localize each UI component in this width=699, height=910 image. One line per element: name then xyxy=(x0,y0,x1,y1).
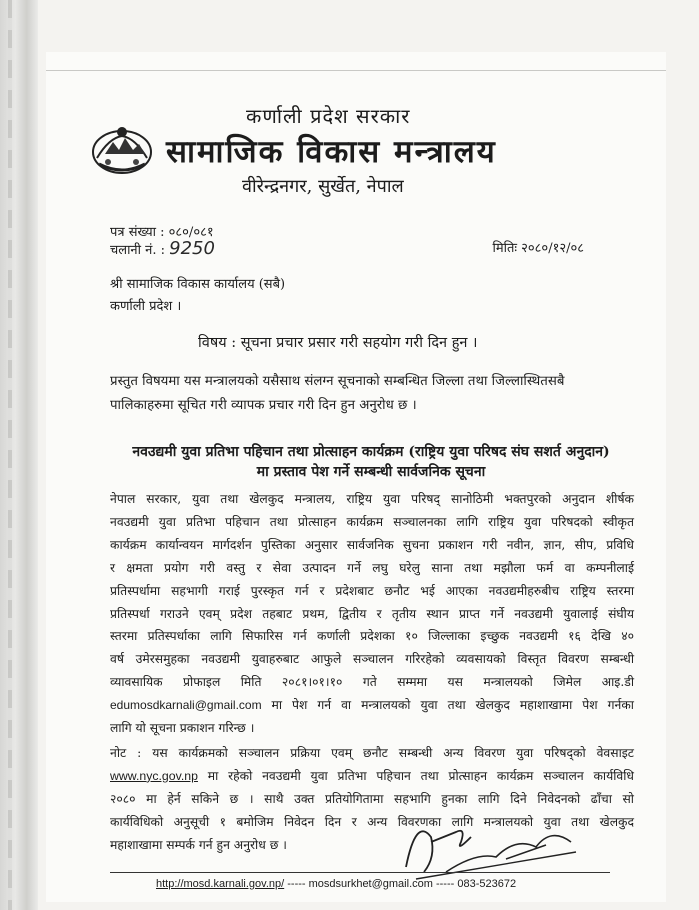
footer-phone: 083-523672 xyxy=(457,878,517,890)
notice-line: स्तरमा प्रतिस्पर्धाका लागि सिफारिस गर्न कर्णाली प्रदेशका १० जिल्लाका इच्छुक नवउद्यमी १६ देखि ४० xyxy=(110,629,634,644)
footer-separator: ----- xyxy=(432,878,458,890)
notice-line: नेपाल सरकार, युवा तथा खेलकुद मन्त्रालय, राष्ट्रिय युवा परिषद् सानोठिमी भक्तपुरको अनुदान शीर्षक xyxy=(110,492,634,506)
letter-date xyxy=(492,238,584,256)
dispatch-number xyxy=(110,238,215,259)
notice-line: वर्ष उमेरसमुहका नवउद्यमी युवाहरुबाट आफुले सञ्चालन गरिरहेको व्यवसायको विस्तृत विवरण सम्बन्धी xyxy=(110,652,634,667)
note-line: महाशाखामा सम्पर्क गर्न हुन अनुरोध छ । xyxy=(110,837,287,852)
date-label: मितिः xyxy=(492,241,518,256)
recipient-line-1: श्री सामाजिक विकास कार्यालय (सबै) xyxy=(110,277,286,292)
footer-email-link[interactable]: mosdsurkhet@gmail.com xyxy=(308,878,433,890)
intro-line-2: पालिकाहरुमा सूचित गरी व्यापक प्रचार गरी दिन हुन अनुरोध छ । xyxy=(110,398,417,413)
date-value: २०८०/१२/०८ xyxy=(521,241,584,256)
top-divider xyxy=(46,70,666,71)
note-line: २०८० मा हेर्न सकिने छ । साथै उक्त प्रतियोगितामा सहभागि हुनका लागि दिने निवेदनको ढाँचा सो xyxy=(110,791,634,806)
notice-line: व्यावसायिक प्रोफाइल मिति २०८१।०१।१० गते सम्ममा यस मन्त्रालयको जिमेल आइ.डी xyxy=(110,675,634,690)
notice-line-rest: मा पेश गर्न वा मन्त्रालयको युवा तथा खेलकुद महाशाखामा पेश गर्नका xyxy=(261,698,634,713)
nepal-government-emblem-icon xyxy=(91,124,153,176)
note-line: नोट : यस कार्यक्रमको सञ्चालन प्रक्रिया एवम् छनौट सम्बन्धी अन्य विवरण युवा परिषद्को वेवसाइट xyxy=(110,746,634,760)
footer-contact xyxy=(156,878,516,890)
notice-line: प्रतिस्पर्धामा सहभागी गराई पुरस्कृत गर्न र प्रदेशबाट छनौट भई आएका नवउद्यमीहरुबीच राष्ट्रिय स्तरमा xyxy=(110,583,634,598)
ministry-email[interactable]: edumosdkarnali@gmail.com xyxy=(110,698,262,713)
ministry-name: सामाजिक विकास मन्त्रालय xyxy=(166,134,497,170)
nyc-website-link[interactable]: www.nyc.gov.np xyxy=(110,768,198,783)
scan-binding-edge xyxy=(0,0,38,910)
notice-line: लागि यो सूचना प्रकाशन गरिन्छ । xyxy=(110,721,255,736)
notice-body xyxy=(110,488,634,740)
footer-separator: ----- xyxy=(284,878,309,890)
note-line-rest: मा रहेको नवउद्यमी युवा प्रतिभा पहिचान तथा प्रोत्साहन कार्यक्रम सञ्चालन कार्यविधि xyxy=(197,768,634,783)
notice-line: प्रतिस्पर्धा गराउने एवम् प्रदेश तहबाट प्रथम, द्वितीय र तृतीय स्थान प्राप्त गर्ने नवउद्यमी युवालाई संघीय xyxy=(110,606,634,621)
notice-line: कार्यक्रम कार्यान्वयन मार्गदर्शन पुस्तिका अनुसार सार्वजनिक सुचना प्रकाशन गरी नवीन, ज्ञान, सीप, प्रविधि xyxy=(110,537,634,552)
dispatch-number-label: चलानी नं. : xyxy=(110,243,166,258)
notice-heading xyxy=(106,442,636,482)
intro-line-1: प्रस्तुत विषयमा यस मन्त्रालयको यसैसाथ संलग्न सूचनाको सम्बन्धित जिल्ला तथा जिल्लास्थितसबै xyxy=(110,374,565,389)
letter-page xyxy=(46,52,666,902)
notice-line: र क्षमता प्रयोग गरी वस्तु र सेवा उत्पादन गर्ने लघु घरेलु साना तथा मझौला फर्म वा कम्पनीलाई xyxy=(110,560,634,575)
note-line-with-url xyxy=(110,765,634,788)
letter-number-value: ०८०/०८१ xyxy=(168,225,214,240)
footer-website-link[interactable]: http://mosd.karnali.gov.np/ xyxy=(156,878,285,890)
note-line: कार्यविधिको अनुसूची १ बमोजिम निवेदन दिन र अन्य विवरणका लागि मन्त्रालयको युवा तथा खेलकुद xyxy=(110,814,634,829)
dispatch-number-value: 9250 xyxy=(169,238,215,259)
subject-line: विषय : सूचना प्रचार प्रसार गरी सहयोग गरी दिन हुन । xyxy=(198,335,478,351)
notice-line-with-email xyxy=(110,694,634,717)
letter-number-label: पत्र संख्या : xyxy=(110,225,165,240)
handwritten-signature xyxy=(386,797,586,887)
ministry-location: वीरेन्द्रनगर, सुर्खेत, नेपाल xyxy=(242,176,404,197)
recipient-line-2: कर्णाली प्रदेश । xyxy=(110,299,182,314)
notice-line: नवउद्यमी युवा प्रतिभा पहिचान तथा प्रोत्साहन कार्यक्रम सञ्चालनका लागि राष्ट्रिय युवा परिषदको स्वीकृत xyxy=(110,514,634,529)
notice-heading-line-1: नवउद्यमी युवा प्रतिभा पहिचान तथा प्रोत्साहन कार्यक्रम (राष्ट्रिय युवा परिषद संघ सशर्त अनुदान) xyxy=(132,444,610,460)
government-name: कर्णाली प्रदेश सरकार xyxy=(246,104,411,128)
intro-paragraph xyxy=(110,370,625,418)
footer-divider xyxy=(110,872,610,873)
notice-heading-line-2: मा प्रस्ताव पेश गर्ने सम्बन्धी सार्वजनिक सूचना xyxy=(256,464,486,480)
